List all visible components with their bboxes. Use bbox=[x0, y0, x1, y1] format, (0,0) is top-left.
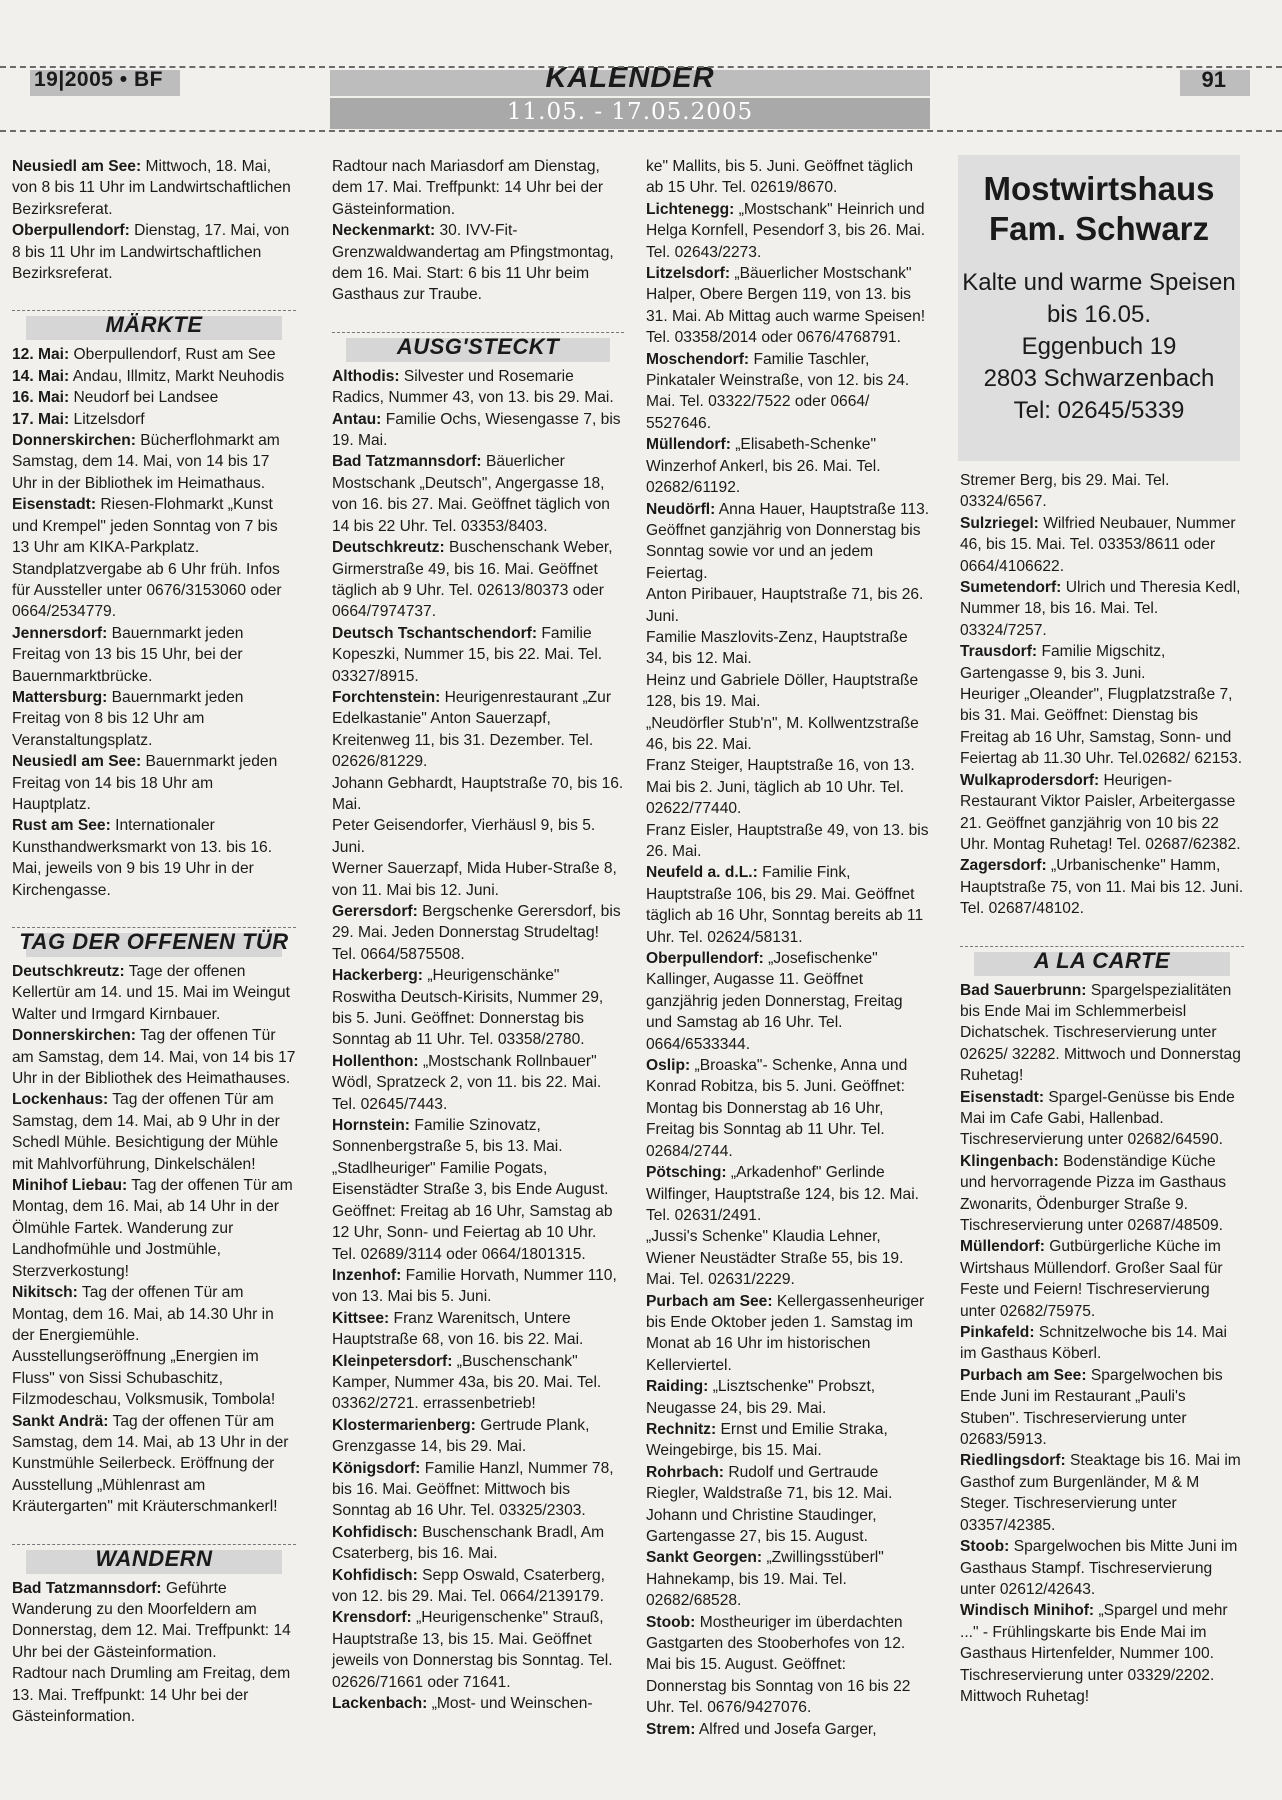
entry-text: Tag der offenen Tür am Samstag, dem 14. Mai, ab 13 Uhr in der Kunstmühle Seilerbeck. Eröffnung der Ausstellung „Mühlenrast am Kräutergarten" mit Kräuterschmankerl! bbox=[12, 1412, 289, 1516]
entry-place: Oberpullendorf: bbox=[12, 222, 130, 240]
calendar-entry bbox=[332, 1308, 624, 1351]
entry-text: „Spargel und mehr ..." - Frühlingskarte bis Ende Mai im Gasthaus Hirtenfelder, Nummer 100. Tischreservierung unter 03329/2202. Mittwoch Ruhetag! bbox=[960, 1602, 1228, 1705]
calendar-entry bbox=[332, 1607, 624, 1693]
entry-text: Familie Hanzl, Nummer 78, bis 16. Mai. Geöffnet: Mittwoch bis Sonntag ab 16 Uhr. Tel. 03325/2303. bbox=[332, 1459, 614, 1520]
calendar-entry bbox=[12, 409, 296, 430]
entry-place: Purbach am See: bbox=[646, 1292, 773, 1310]
ad-title-1: Mostwirtshaus bbox=[983, 170, 1215, 207]
calendar-entry bbox=[332, 687, 624, 773]
calendar-entry bbox=[332, 366, 624, 409]
ad-line: Eggenbuch 19 bbox=[1021, 333, 1177, 360]
calendar-entry bbox=[12, 961, 296, 1025]
entry-place: Klostermarienberg: bbox=[332, 1416, 476, 1434]
entry-text: Familie Horvath, Nummer 110, von 13. Mai bis 5. Juni. bbox=[332, 1266, 617, 1306]
calendar-entry bbox=[12, 220, 296, 284]
entry-text: Familie Kopeszki, Nummer 15, bis 22. Mai. Tel. 03327/8915. bbox=[332, 624, 603, 685]
entry-list bbox=[646, 156, 930, 1740]
calendar-entry bbox=[12, 344, 296, 365]
entry-place: Sankt Georgen: bbox=[646, 1549, 763, 1567]
entry-place: Pinkafeld: bbox=[960, 1324, 1035, 1342]
entry-list bbox=[12, 961, 296, 1518]
calendar-entry bbox=[332, 1415, 624, 1458]
calendar-entry bbox=[646, 1055, 930, 1162]
entry-text: Bauernmarkt jeden Freitag von 8 bis 12 Uhr am Veranstaltungsplatz. bbox=[12, 688, 244, 749]
entry-place: Kohfidisch: bbox=[332, 1566, 418, 1584]
entry-place: Nikitsch: bbox=[12, 1284, 78, 1302]
entry-place: Neusiedl am See: bbox=[12, 158, 142, 175]
entry-place: Deutschkreutz: bbox=[12, 963, 125, 980]
calendar-entry bbox=[332, 1265, 624, 1308]
calendar-entry bbox=[646, 1462, 930, 1505]
calendar-entry bbox=[646, 1419, 930, 1462]
entry-text: Heinz und Gabriele Döller, Hauptstraße 128, bis 19. Mai. bbox=[646, 671, 919, 711]
calendar-entry bbox=[646, 584, 930, 627]
calendar-entry bbox=[332, 773, 624, 816]
entry-place: Sankt Andrä: bbox=[12, 1412, 109, 1430]
entry-text: „Neudörfler Stub'n", M. Kollwentzstraße 46, bis 22. Mai. bbox=[646, 714, 919, 753]
entry-place: Deutsch Tschantschendorf: bbox=[332, 624, 538, 642]
entry-place: Neufeld a. d.L.: bbox=[646, 864, 758, 882]
entry-text: Radtour nach Drumling am Freitag, dem 13. Mai. Treffpunkt: 14 Uhr bei der Gästeinformation. bbox=[12, 1665, 291, 1725]
ad-title-2: Fam. Schwarz bbox=[988, 210, 1210, 247]
calendar-entry bbox=[12, 366, 296, 387]
calendar-entry bbox=[646, 862, 930, 948]
entry-place: Rohrbach: bbox=[646, 1463, 724, 1481]
calendar-entry bbox=[332, 1351, 624, 1415]
section-heading-wandern bbox=[12, 1538, 296, 1572]
entry-text: Bauernmarkt jeden Freitag von 14 bis 18 Uhr am Hauptplatz. bbox=[12, 753, 278, 813]
calendar-entry bbox=[960, 1087, 1244, 1151]
calendar-entry bbox=[960, 1536, 1244, 1600]
header-rule-bottom bbox=[0, 130, 1282, 132]
entry-place: Minihof Liebau: bbox=[12, 1177, 128, 1195]
calendar-entry bbox=[646, 434, 930, 498]
calendar-entry bbox=[12, 1025, 296, 1089]
entry-list bbox=[12, 156, 296, 284]
entry-text: Internationaler Kunsthandwerksmarkt von 13. bis 16. Mai, jeweils von 9 bis 19 Uhr in der Kirchengasse. bbox=[12, 817, 273, 899]
entry-text: Heurigenrestaurant „Zur Edelkastanie" Anton Sauerzapf, Kreitenweg 11, bis 31. Dezember. Tel. 02626/81229. bbox=[332, 688, 612, 771]
calendar-entry bbox=[12, 1578, 296, 1664]
calendar-entry bbox=[646, 755, 930, 819]
calendar-entry bbox=[646, 820, 930, 863]
entry-place: Hornstein: bbox=[332, 1117, 410, 1135]
entry-text: Gertrude Plank, Grenzgasse 14, bis 29. Mai. bbox=[332, 1416, 590, 1456]
entry-text: „Bäuerlicher Mostschank" Halper, Obere Bergen 119, von 13. bis 31. Mai. Ab Mittag auch warme Speisen! Tel. 03358/2014 oder 0676/4768791. bbox=[646, 265, 926, 347]
entry-text: Stremer Berg, bis 29. Mai. Tel. 03324/6567. bbox=[960, 472, 1170, 511]
calendar-entry bbox=[646, 1505, 930, 1548]
page-header bbox=[0, 0, 1282, 140]
entry-place: Rechnitz: bbox=[646, 1420, 717, 1438]
entry-text: „Urbanischenke" Hamm, Hauptstraße 75, von 11. Mai bis 12. Juni. Tel. 02687/48102. bbox=[960, 857, 1244, 918]
entry-list bbox=[332, 156, 624, 306]
entry-place: Neusiedl am See: bbox=[12, 753, 142, 771]
entry-text: Sepp Oswald, Csaterberg, von 12. bis 29. Mai. Tel. 0664/2139179. bbox=[332, 1566, 605, 1605]
entry-place: Rust am See: bbox=[12, 817, 111, 835]
entry-place: Lackenbach: bbox=[332, 1695, 428, 1713]
calendar-entry bbox=[646, 1226, 930, 1290]
calendar-entry bbox=[12, 494, 296, 622]
entry-text: Anna Hauer, Hauptstraße 113. Geöffnet ganzjährig von Donnerstag bis Sonntag sowie vor und an jedem Feiertag. bbox=[646, 500, 930, 582]
entry-text: ke" Mallits, bis 5. Juni. Geöffnet täglich ab 15 Uhr. Tel. 02619/8670. bbox=[646, 158, 914, 197]
entry-place: Sumetendorf: bbox=[960, 579, 1062, 597]
ad-line: Tel: 02645/5339 bbox=[1013, 397, 1185, 424]
calendar-entry bbox=[332, 409, 624, 452]
calendar-entry bbox=[332, 537, 624, 623]
entry-place: Hollenthon: bbox=[332, 1052, 419, 1070]
entry-place: Althodis: bbox=[332, 367, 400, 385]
ad-line: 2803 Schwarzenbach bbox=[983, 365, 1215, 392]
calendar-entry bbox=[332, 623, 624, 687]
entry-place: Donnerskirchen: bbox=[12, 432, 136, 450]
column-2 bbox=[332, 156, 624, 1714]
calendar-entry bbox=[332, 1051, 624, 1115]
entry-text: „Mostschank" Heinrich und Helga Kornfell, Pesendorf 3, bis 26. Mai. Tel. 02643/2273. bbox=[646, 200, 926, 261]
entry-text: Radtour nach Mariasdorf am Dienstag, dem 17. Mai. Treffpunkt: 14 Uhr bei der Gästeinformation. bbox=[332, 158, 604, 218]
entry-text: Heurigen-Restaurant Viktor Paisler, Arbeitergasse 21. Geöffnet ganzjährig von 10 bis 22 Uhr. Montag Ruhetag! Tel. 02687/62382. bbox=[960, 771, 1241, 853]
entry-place: 16. Mai: bbox=[12, 389, 70, 407]
entry-text: „Lisztschenke" Probszt, Neugasse 24, bis 29. Mai. bbox=[646, 1378, 876, 1417]
entry-text: Geführte Wanderung zu den Moorfeldern am Donnerstag, dem 12. Mai. Treffpunkt: 14 Uhr bei der Gästeinformation. bbox=[12, 1579, 291, 1661]
calendar-entry bbox=[646, 349, 930, 435]
calendar-entry bbox=[646, 199, 930, 263]
entry-place: Donnerskirchen: bbox=[12, 1027, 136, 1045]
entry-place: Bad Tatzmannsdorf: bbox=[12, 1579, 162, 1597]
entry-place: 14. Mai: bbox=[12, 367, 70, 385]
calendar-entry bbox=[646, 713, 930, 756]
entry-place: Oberpullendorf: bbox=[646, 950, 764, 968]
entry-place: Eisenstadt: bbox=[960, 1088, 1045, 1106]
entry-place: Lockenhaus: bbox=[12, 1091, 109, 1109]
calendar-entry bbox=[646, 948, 930, 1055]
calendar-entry bbox=[646, 1291, 930, 1377]
entry-text: Johann Gebhardt, Hauptstraße 70, bis 16. Mai. bbox=[332, 774, 624, 813]
entry-list bbox=[332, 366, 624, 1715]
calendar-entry bbox=[332, 1115, 624, 1158]
entry-text: Dienstag, 17. Mai, von 8 bis 11 Uhr im Landwirtschaftlichen Bezirksreferat. bbox=[12, 222, 290, 283]
entry-place: Oslip: bbox=[646, 1057, 691, 1075]
section-label: A LA CARTE bbox=[1033, 947, 1171, 973]
entry-text: Familie Taschler, Pinkataler Weinstraße, von 12. bis 24. Mai. Tel. 03322/7522 oder 0664/ 5527646. bbox=[646, 350, 910, 432]
entry-place: Litzelsdorf: bbox=[646, 265, 731, 283]
calendar-entry bbox=[960, 577, 1244, 641]
calendar-entry bbox=[332, 1158, 624, 1265]
calendar-entry bbox=[332, 1522, 624, 1565]
entry-place: Jennersdorf: bbox=[12, 624, 108, 642]
section-heading-ausgsteckt bbox=[332, 326, 624, 360]
entry-text: Litzelsdorf bbox=[73, 410, 145, 428]
section-heading-tag-der-offenen-tuer bbox=[12, 921, 296, 955]
entry-text: Familie Migschitz, Gartengasse 9, bis 3. Juni. bbox=[960, 643, 1166, 682]
entry-place: Stoob: bbox=[960, 1538, 1010, 1556]
calendar-entry bbox=[12, 1282, 296, 1410]
calendar-entry bbox=[646, 1162, 930, 1226]
entry-list bbox=[12, 1578, 296, 1728]
entry-text: Schnitzelwoche bis 14. Mai im Gasthaus Köberl. bbox=[960, 1324, 1227, 1363]
entry-text: Bergschenke Gerersdorf, bis 29. Mai. Jeden Donnerstag Strudeltag! Tel. 0664/5875508. bbox=[332, 903, 621, 963]
calendar-entry bbox=[960, 684, 1244, 770]
entry-text: Spargelspezialitäten bis Ende Mai im Schlemmerbeisl Dichatschek. Tischreservierung unter 02625/ 32282. Mittwoch und Donnerstag Ruhetag! bbox=[960, 981, 1241, 1085]
entry-text: Alfred und Josefa Garger, bbox=[698, 1720, 877, 1738]
entry-place: Neckenmarkt: bbox=[332, 222, 436, 240]
calendar-entry bbox=[960, 513, 1244, 577]
calendar-entry bbox=[332, 1458, 624, 1522]
calendar-entry bbox=[646, 1376, 930, 1419]
entry-text: Franz Warenitsch, Untere Hauptstraße 68, von 16. bis 22. Mai. bbox=[332, 1309, 584, 1349]
calendar-entry bbox=[332, 156, 624, 220]
calendar-entry bbox=[646, 499, 930, 585]
entry-text: Tag der offenen Tür am Montag, dem 16. Mai, ab 14 Uhr in der Ölmühle Fartek. Wanderung zur Landhofmühle und Jostmühle, Sterzverkostung! bbox=[12, 1177, 293, 1280]
calendar-entry bbox=[332, 220, 624, 306]
entry-place: Bad Sauerbrunn: bbox=[960, 981, 1087, 999]
entry-place: Mattersburg: bbox=[12, 688, 108, 706]
calendar-entry bbox=[960, 1600, 1244, 1707]
entry-text: Bücherflohmarkt am Samstag, dem 14. Mai, von 14 bis 17 Uhr in der Bibliothek im Heimathaus. bbox=[12, 432, 280, 492]
entry-place: 17. Mai: bbox=[12, 410, 70, 428]
entry-place: 12. Mai: bbox=[12, 346, 70, 364]
calendar-entry bbox=[646, 1719, 930, 1740]
entry-text: Mittwoch, 18. Mai, von 8 bis 11 Uhr im Landwirtschaftlichen Bezirksreferat. bbox=[12, 158, 291, 218]
entry-text: Tage der offenen Kellertür am 14. und 15. Mai im Weingut Walter und Irmgard Kirnbauer. bbox=[12, 963, 290, 1023]
section-label: WANDERN bbox=[95, 1545, 213, 1571]
entry-place: Bad Tatzmannsdorf: bbox=[332, 453, 482, 471]
entry-text: Bauernmarkt jeden Freitag von 13 bis 15 Uhr, bei der Bauernmarktbrücke. bbox=[12, 624, 244, 685]
date-range: 11.05. - 17.05.2005 bbox=[506, 99, 754, 125]
entry-place: Kittsee: bbox=[332, 1309, 390, 1327]
column-1 bbox=[12, 156, 296, 1727]
entry-text: Ernst und Emilie Straka, Weingebirge, bis 15. Mai. bbox=[646, 1420, 888, 1460]
entry-place: Kleinpetersdorf: bbox=[332, 1352, 453, 1370]
entry-text: Buschenschank Weber, Girmerstraße 49, bis 16. Mai. Geöffnet täglich ab 9 Uhr. Tel. 02613/80373 oder 0664/7974737. bbox=[332, 539, 613, 621]
entry-text: 30. IVV-Fit-Grenzwaldwandertag am Pfingstmontag, dem 16. Mai. Start: 6 bis 11 Uhr beim Gasthaus zur Traube. bbox=[332, 222, 614, 304]
entry-text: „Buschenschank" Kamper, Nummer 43a, bis 20. Mai. Tel. 03362/2721. errassenbetrieb! bbox=[332, 1352, 602, 1413]
entry-text: Silvester und Rosemarie Radics, Nummer 43, von 13. bis 29. Mai. bbox=[332, 367, 614, 407]
section-label: TAG DER OFFENEN TÜR bbox=[19, 929, 289, 954]
calendar-entry bbox=[12, 1411, 296, 1518]
calendar-entry bbox=[646, 156, 930, 199]
entry-place: Moschendorf: bbox=[646, 350, 750, 368]
calendar-entry bbox=[646, 1612, 930, 1719]
calendar-entry bbox=[12, 1175, 296, 1282]
entry-text: „Mostschank Rollnbauer" Wödl, Spratzeck 2, von 11. bis 22. Mai. Tel. 02645/7443. bbox=[332, 1052, 602, 1113]
header-rule-top bbox=[0, 66, 1282, 68]
entry-place: Hackerberg: bbox=[332, 967, 424, 985]
entry-place: Sulzriegel: bbox=[960, 514, 1039, 532]
entry-text: Heuriger „Oleander", Flugplatzstraße 7, bis 31. Mai. Geöffnet: Dienstag bis Freitag ab 16 Uhr, Samstag, Sonn- und Feiertag ab 11.30 Uhr. Tel.02682/ 62153. bbox=[960, 686, 1243, 768]
calendar-entry bbox=[960, 1450, 1244, 1536]
calendar-entry bbox=[332, 1565, 624, 1608]
entry-place: Trausdorf: bbox=[960, 643, 1038, 661]
calendar-entry bbox=[12, 815, 296, 901]
entry-place: Pötsching: bbox=[646, 1164, 727, 1182]
entry-place: Forchtenstein: bbox=[332, 688, 441, 706]
entry-place: Purbach am See: bbox=[960, 1366, 1087, 1384]
entry-text: „Broaska"- Schenke, Anna und Konrad Robitza, bis 5. Juni. Geöffnet: Montag bis Donnerstag ab 16 Uhr, Freitag bis Sonntag ab 11 Uhr. Tel. 02684/2744. bbox=[646, 1057, 908, 1160]
ad-line: Kalte und warme Speisen bbox=[962, 269, 1236, 296]
calendar-entry bbox=[12, 156, 296, 220]
entry-text: Familie Fink, Hauptstraße 106, bis 29. Mai. Geöffnet täglich ab 16 Uhr, Sonntag bereits ab 11 Uhr. Tel. 02624/58131. bbox=[646, 864, 924, 946]
entry-text: Tag der offenen Tür am Montag, dem 16. Mai, ab 14.30 Uhr in der Energiemühle. Ausstellungseröffnung „Energien im Fluss" von Sissi Schubaschitz, Filzmodeschau, Volksmusik, Tombola! bbox=[12, 1284, 276, 1409]
entry-place: Lichtenegg: bbox=[646, 200, 735, 218]
entry-place: Wulkaprodersdorf: bbox=[960, 771, 1100, 789]
calendar-entry bbox=[332, 858, 624, 901]
entry-text: „Most- und Weinschen- bbox=[431, 1695, 593, 1713]
entry-place: Kohfidisch: bbox=[332, 1523, 418, 1541]
entry-text: Anton Piribauer, Hauptstraße 71, bis 26. Juni. bbox=[646, 586, 924, 625]
column-4 bbox=[960, 470, 1244, 1707]
entry-text: „Heurigenschänke" Roswitha Deutsch-Kirisits, Nummer 29, bis 5. Juni. Geöffnet: Donnerstag bis Sonntag ab 11 Uhr. Tel. 03358/2780. bbox=[332, 967, 604, 1049]
entry-text: Mostheuriger im überdachten Gastgarten des Stooberhofes von 12. Mai bis 15. August. Geöffnet: Donnerstag bis Sonntag von 16 bis 22 Uhr. Tel. 0676/9427076. bbox=[646, 1613, 911, 1717]
entry-place: Deutschkreutz: bbox=[332, 539, 445, 557]
calendar-entry bbox=[332, 451, 624, 537]
entry-place: Antau: bbox=[332, 410, 382, 428]
entry-text: Buschenschank Bradl, Am Csaterberg, bis 16. Mai. bbox=[332, 1523, 605, 1563]
entry-place: Eisenstadt: bbox=[12, 496, 97, 514]
calendar-entry bbox=[12, 1089, 296, 1175]
entry-text: Bodenständige Küche und hervorragende Pizza im Gasthaus Zwonarits, Ödenburger Straße 9. Tischreservierung unter 02687/48509. bbox=[960, 1152, 1227, 1234]
entry-text: Franz Eisler, Hauptstraße 49, von 13. bis 26. Mai. bbox=[646, 821, 929, 860]
section-title: KALENDER bbox=[545, 62, 715, 94]
page-number: 91 bbox=[1201, 67, 1226, 92]
entry-list bbox=[960, 980, 1244, 1708]
entry-place: Strem: bbox=[646, 1720, 696, 1738]
calendar-entry bbox=[960, 641, 1244, 684]
calendar-entry bbox=[12, 751, 296, 815]
calendar-entry bbox=[960, 770, 1244, 856]
entry-text: „Arkadenhof" Gerlinde Wilfinger, Hauptstraße 124, bis 12. Mai. Tel. 02631/2491. bbox=[646, 1164, 920, 1224]
entry-text: Spargelwochen bis Ende Juni im Restaurant „Pauli's Stuben". Tischreservierung unter 02683/5913. bbox=[960, 1366, 1223, 1449]
calendar-entry bbox=[960, 1322, 1244, 1365]
entry-text: Franz Steiger, Hauptstraße 16, von 13. Mai bis 2. Juni, täglich ab 10 Uhr. Tel. 02622/77440. bbox=[646, 757, 915, 818]
calendar-entry bbox=[646, 1547, 930, 1611]
entry-place: Windisch Minihof: bbox=[960, 1602, 1095, 1620]
entry-text: Kellergassenheuriger bis Ende Oktober jeden 1. Samstag im Monat ab 16 Uhr im historischen Kellerviertel. bbox=[646, 1292, 925, 1374]
calendar-entry bbox=[12, 1663, 296, 1727]
entry-place: Klingenbach: bbox=[960, 1152, 1059, 1170]
section-heading-maerkte bbox=[12, 304, 296, 338]
calendar-entry bbox=[12, 687, 296, 751]
entry-text: Tag der offenen Tür am Samstag, dem 14. Mai, ab 9 Uhr in der Schedl Mühle. Besichtigung der Mühle mit Mahlvorführung, Dinkelschälen! bbox=[12, 1091, 280, 1173]
entry-text: „Elisabeth-Schenke" Winzerhof Ankerl, bis 26. Mai. Tel. 02682/61192. bbox=[646, 436, 881, 497]
entry-place: Krensdorf: bbox=[332, 1609, 412, 1627]
entry-text: Familie Ochs, Wiesengasse 7, bis 19. Mai. bbox=[332, 410, 621, 450]
entry-text: Gutbürgerliche Küche im Wirtshaus Müllendorf. Großer Saal für Feste und Feiern! Tischreservierung unter 02682/75975. bbox=[960, 1238, 1223, 1320]
calendar-entry bbox=[332, 965, 624, 1051]
entry-text: „Jussi's Schenke" Klaudia Lehner, Wiener Neustädter Straße 55, bis 19. Mai. Tel. 02631/2229. bbox=[646, 1228, 904, 1289]
entry-text: Peter Geisendorfer, Vierhäusl 9, bis 5. Juni. bbox=[332, 817, 596, 856]
entry-text: Oberpullendorf, Rust am See bbox=[73, 346, 276, 364]
entry-place: Müllendorf: bbox=[960, 1238, 1045, 1256]
ad-line: bis 16.05. bbox=[1046, 301, 1152, 328]
calendar-entry bbox=[960, 980, 1244, 1087]
entry-text: Familie Maszlovits-Zenz, Hauptstraße 34, bis 12. Mai. bbox=[646, 628, 908, 668]
entry-place: Königsdorf: bbox=[332, 1459, 421, 1477]
entry-text: Neudorf bei Landsee bbox=[73, 389, 219, 407]
entry-text: Rudolf und Gertraude Riegler, Waldstraße 71, bis 12. Mai. bbox=[646, 1463, 893, 1503]
entry-text: „Stadlheuriger" Familie Pogats, Eisenstädter Straße 3, bis Ende August. Geöffnet: Freitag ab 16 Uhr, Samstag ab 12 Uhr, Sonn- und Feiertag ab 10 Uhr. Tel. 02689/3114 oder 0664/1801315. bbox=[332, 1159, 613, 1263]
calendar-entry bbox=[646, 670, 930, 713]
entry-text: Ulrich und Theresia Kedl, Nummer 18, bis 16. Mai. Tel. 03324/7257. bbox=[960, 579, 1241, 639]
calendar-entry bbox=[960, 470, 1244, 513]
entry-place: Neudörfl: bbox=[646, 500, 716, 518]
entry-place: Gerersdorf: bbox=[332, 903, 418, 920]
section-label: AUSG'STECKT bbox=[396, 333, 560, 359]
issue-label: 19|2005 • BF bbox=[34, 68, 163, 91]
section-label: MÄRKTE bbox=[105, 312, 203, 338]
calendar-entry bbox=[646, 627, 930, 670]
entry-text: „Heurigenschenke" Strauß, Hauptstraße 13, bis 15. Mai. Geöffnet jeweils von Donnerstag bis Sonntag. Tel. 02626/71661 oder 71641. bbox=[332, 1609, 613, 1691]
entry-text: Johann und Christine Staudinger, Gartengasse 27, bis 15. August. bbox=[646, 1506, 877, 1545]
calendar-entry bbox=[12, 430, 296, 494]
entry-text: Bäuerlicher Mostschank „Deutsch", Angergasse 18, von 16. bis 27. Mai. Geöffnet täglich von 14 bis 22 Uhr. Tel. 03353/8403. bbox=[332, 453, 610, 535]
entry-text: Wilfried Neubauer, Nummer 46, bis 15. Mai. Tel. 03353/8611 oder 0664/4106622. bbox=[960, 514, 1236, 575]
entry-text: Steaktage bis 16. Mai im Gasthof zum Burgenländer, M & M Steger. Tischreservierung unter 03357/42385. bbox=[960, 1452, 1241, 1534]
calendar-entry bbox=[332, 815, 624, 858]
entry-text: Andau, Illmitz, Markt Neuhodis bbox=[72, 367, 285, 385]
entry-list bbox=[960, 470, 1244, 920]
entry-text: Riesen-Flohmarkt „Kunst und Krempel" jeden Sonntag von 7 bis 13 Uhr am KIKA-Parkplatz. Standplatzvergabe ab 6 Uhr früh. Infos für Aussteller unter 0676/3153060 oder 0664/2534779. bbox=[12, 496, 282, 621]
calendar-entry bbox=[646, 263, 930, 349]
column-3 bbox=[646, 156, 930, 1740]
entry-text: Spargel-Genüsse bis Ende Mai im Cafe Gabi, Hallenbad. Tischreservierung unter 02682/64590. bbox=[960, 1088, 1235, 1149]
entry-place: Stoob: bbox=[646, 1613, 696, 1631]
entry-list bbox=[12, 344, 296, 901]
entry-place: Raiding: bbox=[646, 1378, 709, 1396]
calendar-entry bbox=[960, 1365, 1244, 1451]
entry-place: Müllendorf: bbox=[646, 436, 731, 454]
calendar-entry bbox=[12, 623, 296, 687]
section-heading-a-la-carte bbox=[960, 940, 1244, 974]
calendar-entry bbox=[332, 901, 624, 965]
entry-place: Riedlingsdorf: bbox=[960, 1452, 1066, 1470]
calendar-entry bbox=[960, 855, 1244, 919]
calendar-entry bbox=[332, 1693, 624, 1714]
advertisement-box bbox=[958, 155, 1240, 461]
entry-place: Inzenhof: bbox=[332, 1266, 402, 1284]
calendar-entry bbox=[960, 1151, 1244, 1237]
calendar-entry bbox=[12, 387, 296, 408]
entry-text: Spargelwochen bis Mitte Juni im Gasthaus Stampf. Tischreservierung unter 02612/42643. bbox=[960, 1538, 1238, 1598]
entry-text: Tag der offenen Tür am Samstag, dem 14. Mai, von 14 bis 17 Uhr in der Bibliothek des Heimathauses. bbox=[12, 1027, 296, 1088]
entry-text: Familie Szinovatz, Sonnenbergstraße 5, bis 13. Mai. bbox=[332, 1117, 563, 1156]
entry-place: Zagersdorf: bbox=[960, 857, 1047, 875]
entry-text: Werner Sauerzapf, Mida Huber-Straße 8, von 11. Mai bis 12. Juni. bbox=[332, 860, 617, 899]
calendar-entry bbox=[960, 1236, 1244, 1322]
entry-text: „Zwillingsstüberl" Hahnekamp, bis 19. Mai. Tel. 02682/68528. bbox=[646, 1549, 884, 1610]
entry-text: „Josefischenke" Kallinger, Augasse 11. Geöffnet ganzjährig jeden Donnerstag, Freitag und Samstag ab 16 Uhr. Tel. 0664/6533344. bbox=[646, 950, 903, 1053]
